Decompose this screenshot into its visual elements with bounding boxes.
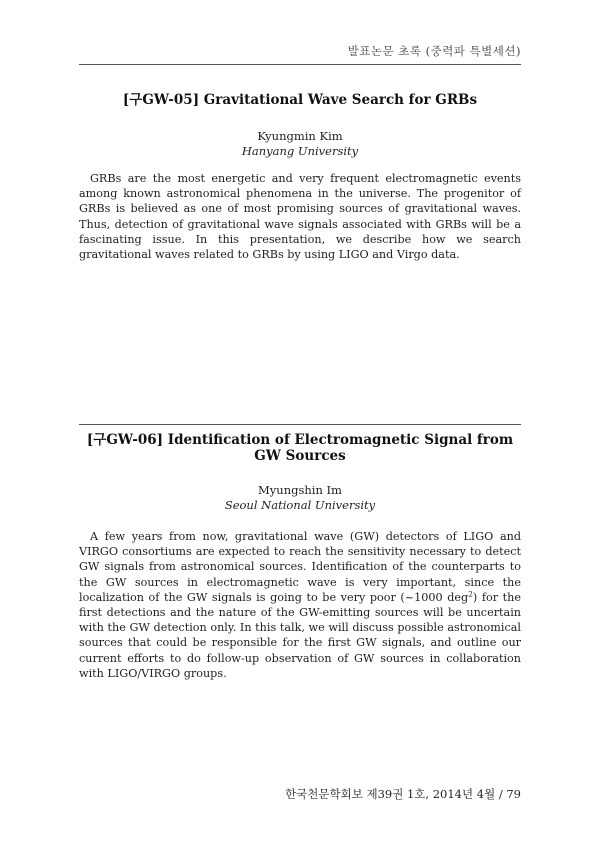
page-footer: 한국천문학회보 제39권 1호, 2014년 4월 / 79 [285,787,521,801]
section-rule [79,424,521,425]
superscript-exponent: 2 [468,589,473,599]
header-rule [79,64,521,65]
abstract-affiliation: Hanyang University [241,144,359,158]
abstract-body-part2: ) for the first detections and the nature of the GW-emitting sources will be uncertain with the GW detection only. In this talk, we will discuss possible astronomical sources that could be responsible for the first GW signals, and outline our current efforts to do follow-up observation of GW sources in collaboration with LIGO/VIRGO groups. [79,590,521,680]
abstract-affiliation: Seoul National University [224,498,376,512]
running-head: 발표논문 초록 (중력파 특별세션) [347,44,521,58]
abstract-gw06 [79,428,521,681]
abstract-gw05 [79,88,521,262]
abstract-body [79,529,521,681]
abstract-body-part1: A few years from now, gravitational wave (GW) detectors of LIGO and VIRGO consortiums are expected to reach the sensitivity necessary to detect GW signals from astronomical sources. Identification of the counterparts to the GW sources in electromagnetic wave is very important, since the localization of the GW signals is going to be very poor (~1000 deg [79,530,521,604]
abstract-body: GRBs are the most energetic and very frequent electromagnetic events among known astronomical phenomena in the universe. The progenitor of GRBs is believed as one of most promising sources of gravitational waves. Thus, detection of gravitational wave signals associated with GRBs will be a fascinating issue. In this presentation, we describe how we search gravitational waves related to GRBs by using LIGO and Virgo data. [79,172,521,262]
abstract-title: [구GW-05] Gravitational Wave Search for GRBs [122,92,478,108]
abstract-title: [구GW-06] Identification of Electromagnetic Signal from GW Sources [86,432,514,464]
abstract-author: Myungshin Im [258,483,342,497]
abstract-author: Kyungmin Kim [257,129,343,143]
